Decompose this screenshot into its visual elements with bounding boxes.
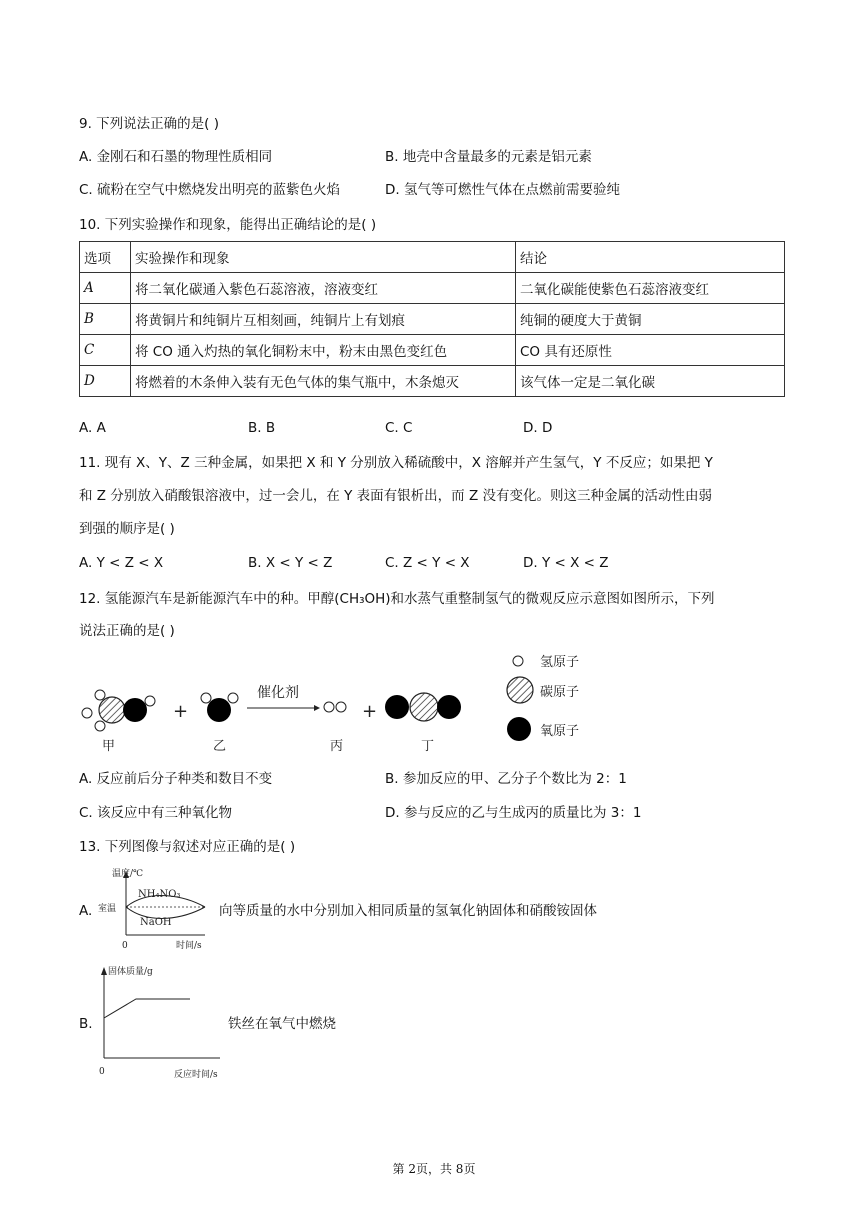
legend [507, 655, 579, 741]
table-cell: 将二氧化碳通入紫色石蕊溶液，溶液变红 [131, 273, 516, 304]
chart-a-top-curve: NH₄NO₃ [138, 889, 181, 900]
q10-option-c: C. C [385, 420, 413, 436]
q13-option-a-letter: A. [79, 903, 93, 919]
legend-hydrogen: 氢原子 [540, 655, 580, 670]
q13-option-b-letter: B. [79, 1016, 93, 1032]
q9-option-a: A. 金刚石和石墨的物理性质相同 [79, 149, 273, 165]
label-yi: 乙 [213, 739, 227, 754]
label-jia: 甲 [102, 739, 116, 754]
q12-line-2: 说法正确的是( ) [79, 623, 175, 639]
table-header-cell: 实验操作和现象 [131, 242, 516, 273]
q13-option-a-text: 向等质量的水中分别加入相同质量的氢氧化钠固体和硝酸铵固体 [219, 903, 597, 919]
table-cell: CO 具有还原性 [516, 335, 785, 366]
q10-option-d: D. D [523, 420, 553, 436]
carbon-dioxide-molecule [385, 693, 461, 721]
table-cell: 该气体一定是二氧化碳 [516, 366, 785, 397]
catalyst-label: 催化剂 [257, 685, 299, 701]
table-cell: A [80, 273, 131, 304]
q9-option-d: D. 氢气等可燃性气体在点燃前需要验纯 [385, 182, 620, 198]
q11-option-a: A. Y < Z < X [79, 555, 164, 571]
q12-option-b: B. 参加反应的甲、乙分子个数比为 2：1 [385, 771, 627, 787]
table-header-cell: 结论 [516, 242, 785, 273]
methanol-molecule [82, 690, 155, 731]
reaction-arrow [247, 705, 320, 711]
table-cell: 纯铜的硬度大于黄铜 [516, 304, 785, 335]
chart-a-ylabel: 温度/℃ [112, 869, 144, 879]
legend-oxygen: 氧原子 [540, 724, 580, 739]
table-cell: C [80, 335, 131, 366]
page-footer: 第 2页，共 8页 [392, 1162, 476, 1176]
label-ding: 丁 [421, 739, 435, 754]
q11-line-3: 到强的顺序是( ) [79, 521, 175, 537]
q11-line-1: 11. 现有 X、Y、Z 三种金属，如果把 X 和 Y 分别放入稀硫酸中，X 溶解并产生氢气，Y 不反应；如果把 Y [79, 455, 713, 471]
q11-option-b: B. X < Y < Z [248, 555, 333, 571]
q13-option-b-text: 铁丝在氧气中燃烧 [228, 1016, 336, 1032]
table-header-cell: 选项 [80, 242, 131, 273]
table-cell: D [80, 366, 131, 397]
chart-a-origin: 0 [122, 941, 128, 951]
q10-stem: 10. 下列实验操作和现象，能得出正确结论的是( ) [79, 217, 377, 233]
q9-stem: 9. 下列说法正确的是( ) [79, 116, 219, 132]
q13-stem: 13. 下列图像与叙述对应正确的是( ) [79, 839, 296, 855]
chart-a-bottom-curve: NaOH [140, 917, 172, 928]
table-cell: 将黄铜片和纯铜片互相刻画，纯铜片上有划痕 [131, 304, 516, 335]
q11-option-c: C. Z < Y < X [385, 555, 470, 571]
q9-option-c: C. 硫粉在空气中燃烧发出明亮的蓝紫色火焰 [79, 182, 341, 198]
hydrogen-molecule [324, 702, 346, 712]
chart-b [99, 965, 220, 1080]
legend-carbon: 碳原子 [540, 685, 580, 700]
q12-option-a: A. 反应前后分子种类和数目不变 [79, 771, 273, 787]
chart-a-xlabel: 时间/s [176, 941, 202, 951]
svg-text:+: + [173, 701, 189, 722]
label-bing: 丙 [330, 739, 344, 754]
chart-a-room-temp: 室温 [98, 904, 117, 914]
table-cell: 将 CO 通入灼热的氧化铜粉末中，粉末由黑色变红色 [131, 335, 516, 366]
chart-b-ylabel: 固体质量/g [108, 967, 153, 977]
svg-text:+: + [362, 701, 378, 722]
q9-option-b: B. 地壳中含量最多的元素是铝元素 [385, 149, 592, 165]
q10-option-a: A. A [79, 420, 106, 436]
table-cell: B [80, 304, 131, 335]
table-cell: 二氧化碳能使紫色石蕊溶液变红 [516, 273, 785, 304]
chart-a [98, 867, 205, 951]
q11-option-d: D. Y < X < Z [523, 555, 609, 571]
q12-option-d: D. 参与反应的乙与生成丙的质量比为 3：1 [385, 805, 642, 821]
table-cell: 将燃着的木条伸入装有无色气体的集气瓶中，木条熄灭 [131, 366, 516, 397]
chart-b-xlabel: 反应时间/s [174, 1070, 218, 1080]
q12-line-1: 12. 氢能源汽车是新能源汽车中的种。甲醇(CH₃OH)和水蒸气重整制氢气的微观反应示意图如图所示，下列 [79, 591, 715, 607]
q12-option-c: C. 该反应中有三种氧化物 [79, 805, 233, 821]
q11-line-2: 和 Z 分别放入硝酸银溶液中，过一会儿，在 Y 表面有银析出，而 Z 没有变化。则这三种金属的活动性由弱 [79, 488, 712, 504]
chart-b-origin: 0 [99, 1067, 105, 1077]
q10-option-b: B. B [248, 420, 276, 436]
water-molecule [201, 693, 238, 722]
